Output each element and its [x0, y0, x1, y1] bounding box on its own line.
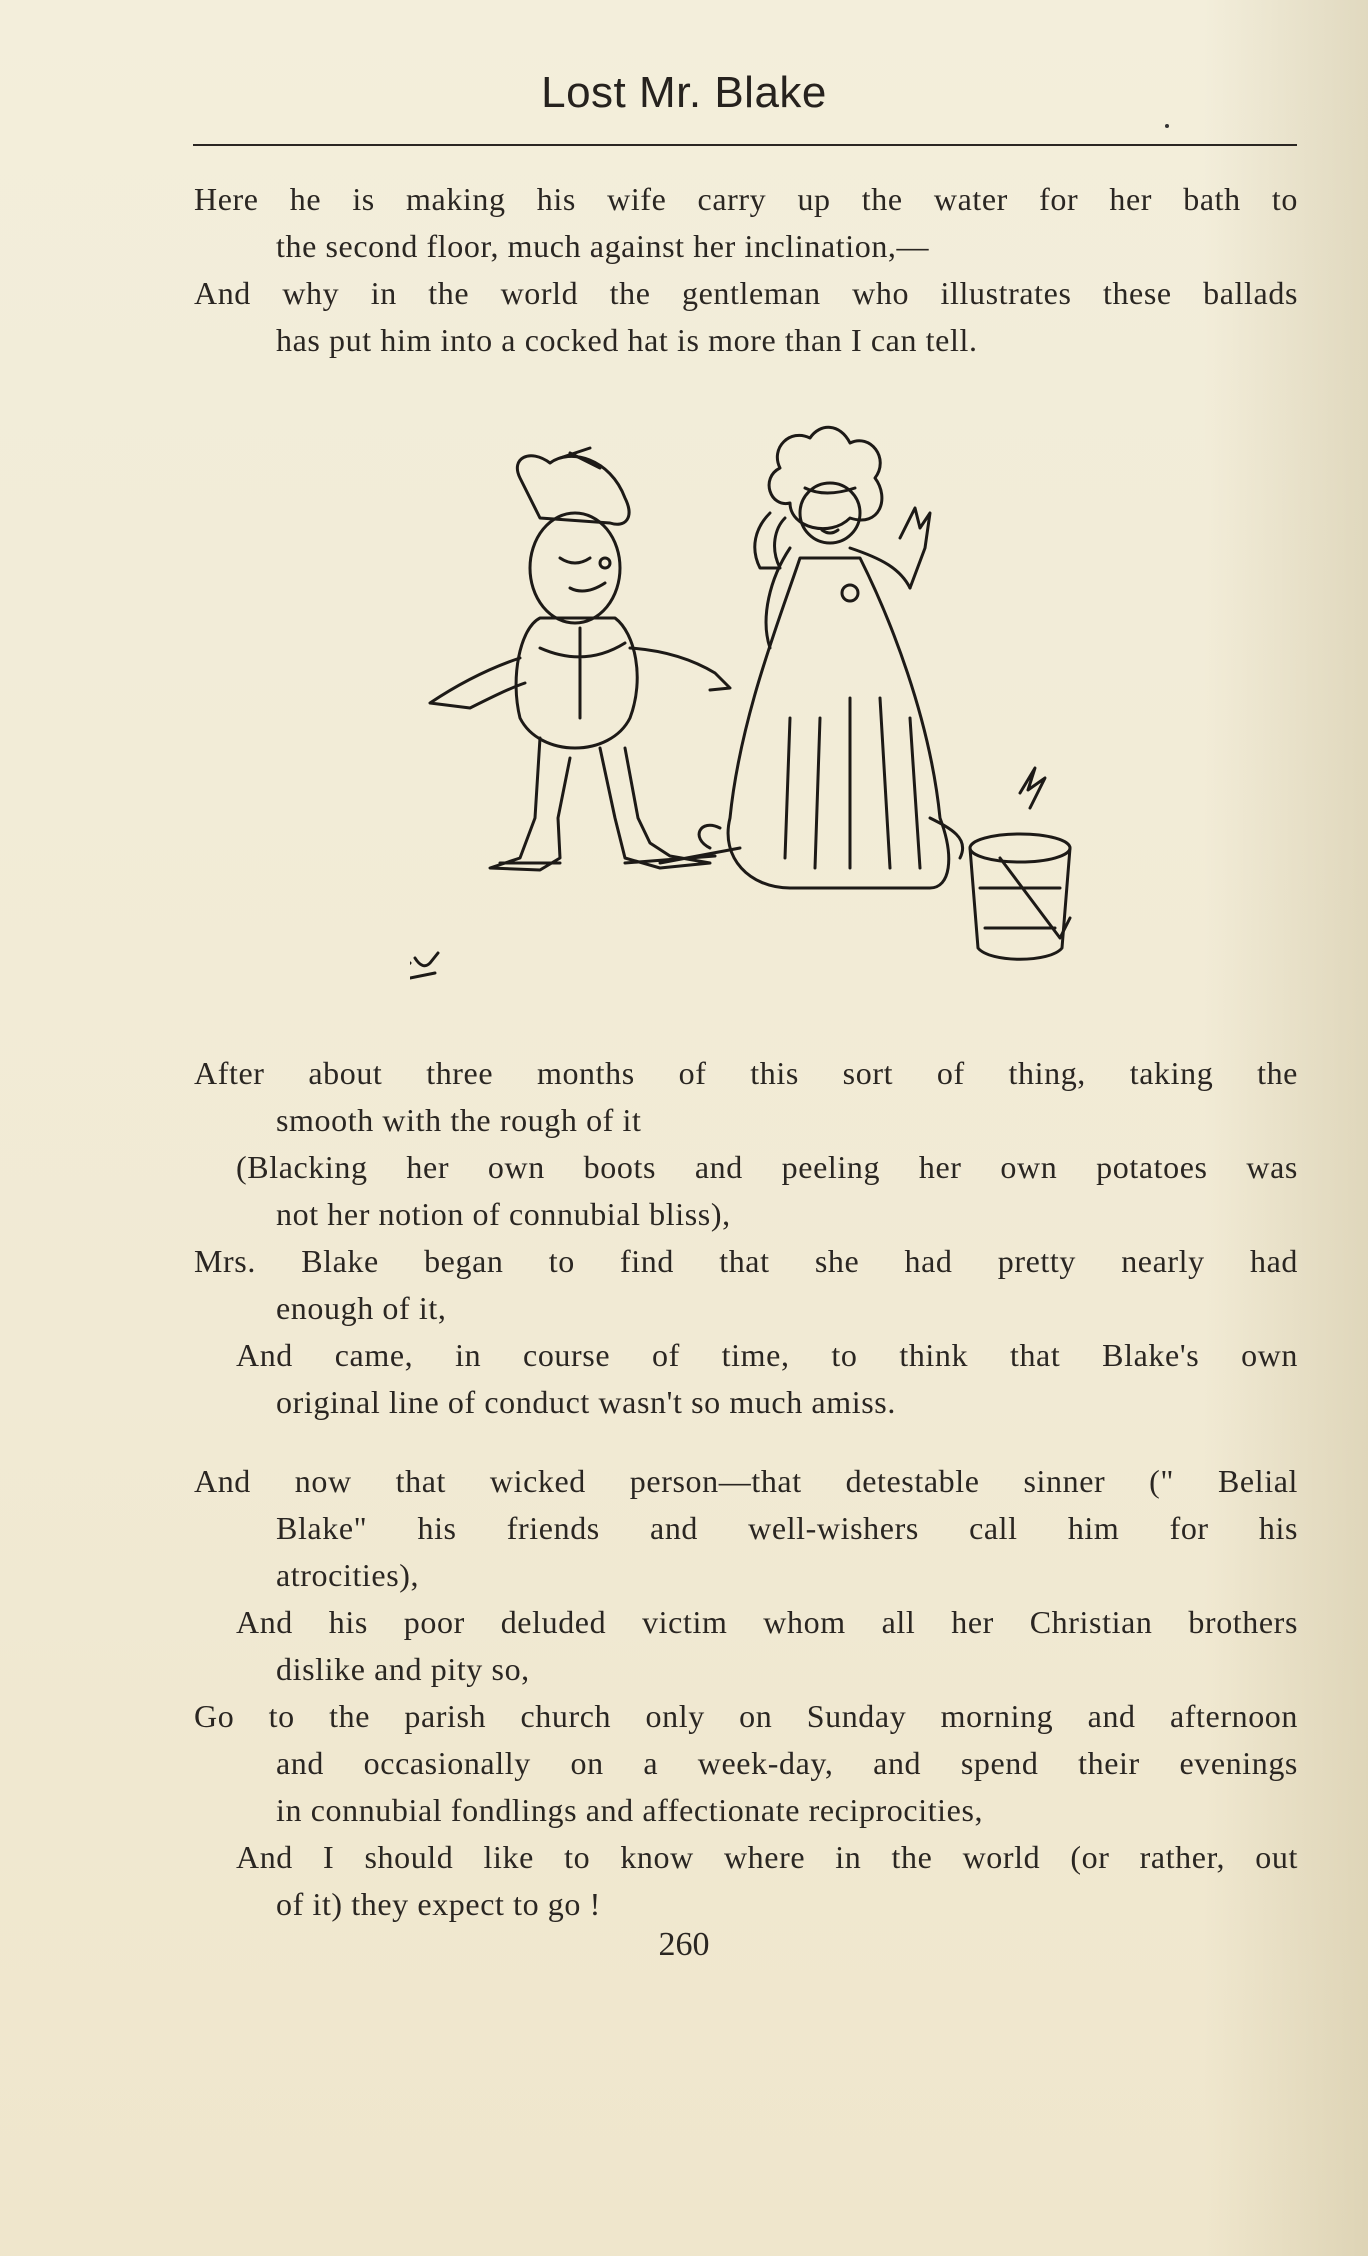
verse-line: After about three months of this sort of thing, taking the [194, 1055, 1298, 1091]
woman-figure [699, 427, 963, 888]
verse-line: Blake" his friends and well-wishers call him for his [276, 1510, 1298, 1546]
page-number: 260 [658, 1926, 710, 1963]
verse-line: Here he is making his wife carry up the water for her bath to [194, 181, 1298, 217]
verse-line: (Blacking her own boots and peeling her own potatoes was [236, 1149, 1298, 1185]
verse-line: original line of conduct wasn't so much amiss. [276, 1384, 896, 1420]
page-speck [1165, 124, 1169, 128]
verse-line: Mrs. Blake began to find that she had pretty nearly had [194, 1243, 1298, 1279]
verse-line: And came, in course of time, to think that Blake's own [236, 1337, 1298, 1373]
verse-line: the second floor, much against her inclination,— [276, 228, 930, 264]
verse-line: atrocities), [276, 1557, 420, 1593]
verse-line: and occasionally on a week-day, and spend their evenings [276, 1745, 1298, 1781]
verse-line: Go to the parish church only on Sunday morning and afternoon [194, 1698, 1298, 1734]
verse-line: has put him into a cocked hat is more than I can tell. [276, 322, 978, 358]
verse-line: enough of it, [276, 1290, 447, 1326]
running-header-title: Lost Mr. Blake [541, 68, 827, 117]
verse-line: of it) they expect to go ! [276, 1886, 601, 1922]
verse-block-2 [194, 1050, 1298, 1426]
verse-block-3 [194, 1458, 1298, 1928]
verse-block-1 [194, 176, 1298, 364]
verse-line: in connubial fondlings and affectionate reciprocities, [276, 1792, 984, 1828]
header-rule [193, 144, 1297, 146]
verse-line: And why in the world the gentleman who illustrates these ballads [194, 275, 1298, 311]
bucket [970, 768, 1070, 959]
man-figure [430, 448, 740, 870]
verse-line: smooth with the rough of it [276, 1102, 642, 1138]
verse-line: dislike and pity so, [276, 1651, 530, 1687]
verse-line: not her notion of connubial bliss), [276, 1196, 731, 1232]
illustration [410, 418, 1130, 1018]
verse-line: And his poor deluded victim whom all her Christian brothers [236, 1604, 1298, 1640]
artist-monogram [410, 953, 438, 978]
verse-line: And now that wicked person—that detestable sinner (" Belial [194, 1463, 1298, 1499]
verse-line: And I should like to know where in the world (or rather, out [236, 1839, 1298, 1875]
